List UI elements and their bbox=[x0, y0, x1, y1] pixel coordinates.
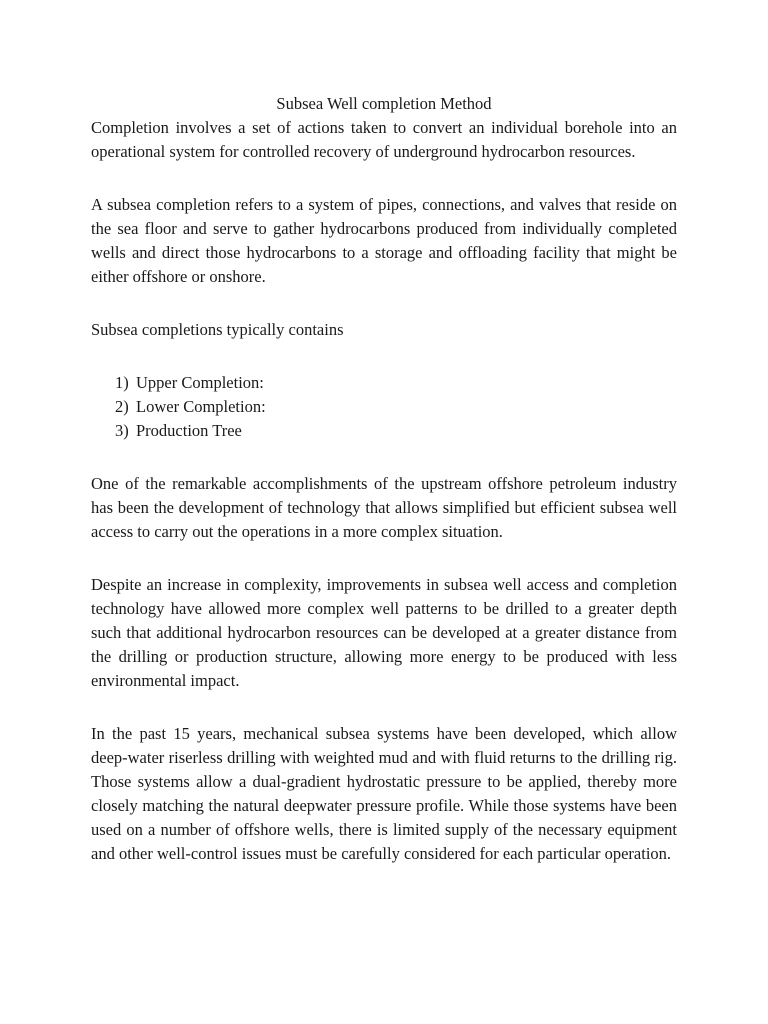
list-item-number: 3) bbox=[115, 421, 129, 440]
list-item bbox=[91, 371, 677, 395]
paragraph-gap bbox=[91, 289, 677, 318]
list-item bbox=[91, 419, 677, 443]
document-body bbox=[91, 92, 677, 866]
paragraph-gap bbox=[91, 443, 677, 472]
paragraph-subsea-definition: A subsea completion refers to a system of pipes, connections, and valves that reside on the sea floor and serve to gather hydrocarbons produced from individually completed wells and direct those hydrocarbons to a storage and offloading facility that might be either offshore or onshore. bbox=[91, 195, 677, 286]
list-item-text: Lower Completion: bbox=[136, 397, 266, 416]
paragraph-accomplishments: One of the remarkable accomplishments of the upstream offshore petroleum industry has been the development of technology that allows simplified but efficient subsea well access to carry out the operations in a more complex situation. bbox=[91, 474, 677, 541]
completion-list bbox=[91, 371, 677, 443]
list-item bbox=[91, 395, 677, 419]
paragraph-gap bbox=[91, 164, 677, 193]
list-item-number: 2) bbox=[115, 397, 129, 416]
paragraph-complexity: Despite an increase in complexity, improvements in subsea well access and completion technology have allowed more complex well patterns to be drilled to a greater depth such that additional hydrocarbon resources can be developed at a greater distance from the drilling or production structure, allowing more energy to be produced with less environmental impact. bbox=[91, 575, 677, 690]
paragraph-gap bbox=[91, 544, 677, 573]
list-item-number: 1) bbox=[115, 373, 129, 392]
paragraph-list-intro: Subsea completions typically contains bbox=[91, 320, 344, 339]
paragraph-gap bbox=[91, 693, 677, 722]
list-item-text: Production Tree bbox=[136, 421, 242, 440]
paragraph-gap bbox=[91, 342, 677, 371]
paragraph-past-15-years: In the past 15 years, mechanical subsea systems have been developed, which allow deep-water riserless drilling with weighted mud and with fluid returns to the drilling rig. Those systems allow a dual-gradient hydrostatic pressure to be applied, thereby more closely matching the natural deepwater pressure profile. While those systems have been used on a number of offshore wells, there is limited supply of the necessary equipment and other well-control issues must be carefully considered for each particular operation. bbox=[91, 724, 677, 863]
document-title: Subsea Well completion Method bbox=[276, 94, 492, 113]
paragraph-intro: Completion involves a set of actions taken to convert an individual borehole into an operational system for controlled recovery of underground hydrocarbon resources. bbox=[91, 118, 677, 161]
list-item-text: Upper Completion: bbox=[136, 373, 264, 392]
